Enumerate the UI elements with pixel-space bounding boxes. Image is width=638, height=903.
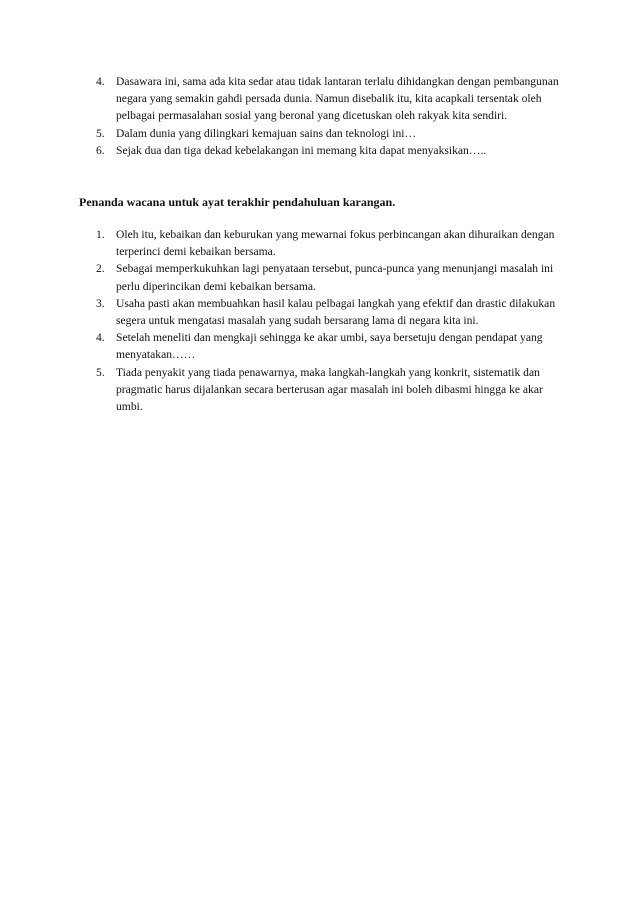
list-item-text: Oleh itu, kebaikan dan keburukan yang mewarnai fokus perbincangan akan dihuraikan dengan terperinci demi kebaikan bersama. [116, 228, 555, 259]
list-item-number: 5. [96, 365, 105, 379]
list-item-number: 3. [96, 296, 105, 310]
list-item-number: 4. [96, 331, 105, 345]
list-item-text: Usaha pasti akan membuahkan hasil kalau pelbagai langkah yang efektif dan drastic dilakukan segera untuk mengatasi masalah yang sudah bersarang lama di negara kita ini. [116, 296, 556, 328]
list-item [0, 125, 566, 142]
list-item-number: 2. [96, 262, 105, 276]
list-item-text: Dasawara ini, sama ada kita sedar atau tidak lantaran terlalu dihidangkan dengan pembangunan negara yang semakin gahdi persada dunia. Namun disebalik itu, kita acapkali tersentak oleh pelbagai permasalahan sosial yang beronal yang dicetuskan oleh rakyak kita sendiri. [116, 75, 559, 123]
list-item [0, 260, 566, 294]
list-item [0, 329, 566, 363]
section-heading: Penanda wacana untuk ayat terakhir pendahuluan karangan. [79, 195, 396, 209]
list-item-text: Sebagai memperkukuhkan lagi penyataan tersebut, punca-punca yang menunjangi masalah ini perlu diperincikan demi kebaikan bersama. [116, 262, 554, 293]
numbered-list-top [0, 73, 638, 159]
list-item [0, 226, 566, 260]
list-item [0, 73, 566, 125]
list-item-text: Setelah meneliti dan mengkaji sehingga ke akar umbi, saya bersetuju dengan pendapat yang menyatakan…… [116, 331, 543, 362]
list-item [0, 364, 566, 416]
list-item-number: 5. [96, 126, 105, 140]
list-item [0, 295, 566, 329]
list-item-text: Dalam dunia yang dilingkari kemajuan sains dan teknologi ini… [116, 126, 417, 140]
list-item-number: 1. [96, 228, 105, 241]
list-item-text: Sejak dua dan tiga dekad kebelakangan ini memang kita dapat menyaksikan….. [116, 143, 487, 157]
list-item-text: Tiada penyakit yang tiada penawarnya, maka langkah-langkah yang konkrit, sistematik dan pragmatic harus dijalankan secara berterusan agar masalah ini boleh dibasmi hingga ke akar umbi. [116, 365, 543, 414]
list-item-number: 4. [96, 75, 105, 88]
list-item [0, 142, 566, 159]
numbered-list-bottom [0, 226, 638, 415]
list-item-number: 6. [96, 143, 105, 157]
